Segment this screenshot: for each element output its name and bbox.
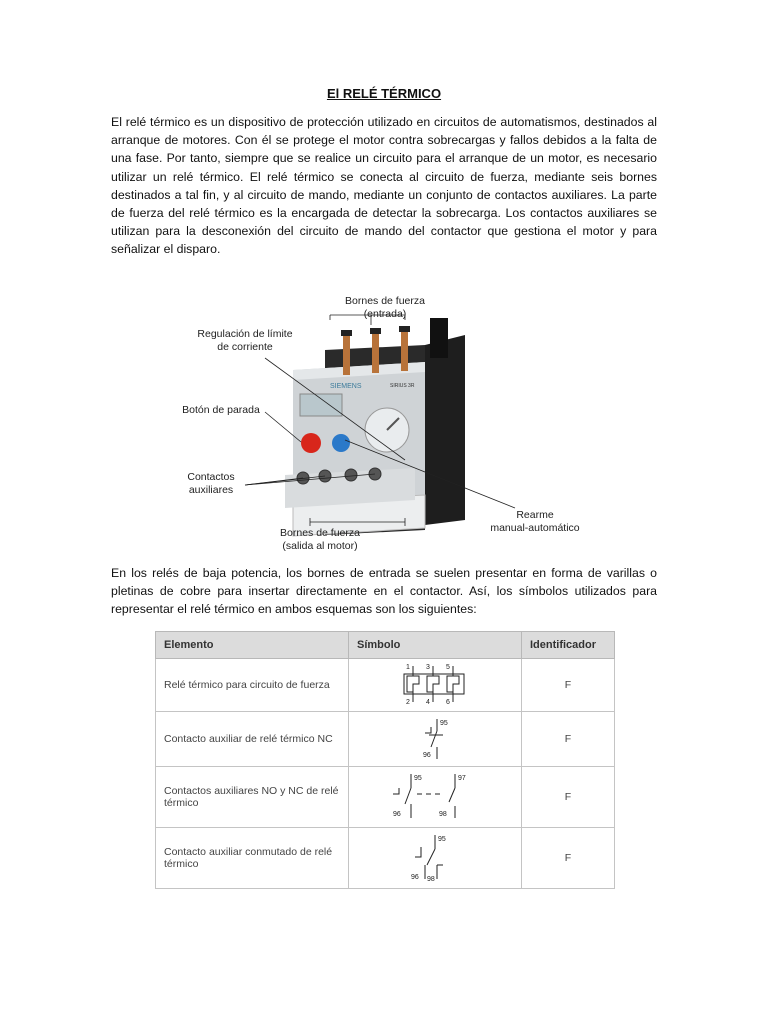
svg-text:98: 98 — [427, 875, 435, 883]
label-bornes-entrada: Bornes de fuerza (entrada) — [345, 295, 425, 320]
label-contactos: Contactos auxiliares — [187, 471, 235, 496]
svg-text:96: 96 — [411, 873, 419, 881]
page-title: El RELÉ TÉRMICO — [326, 86, 442, 101]
svg-text:97: 97 — [458, 774, 466, 782]
label-rearme: Rearme manual-automático — [490, 509, 580, 534]
cell-elemento: Relé térmico para circuito de fuerza — [156, 659, 349, 712]
cell-id: F — [522, 659, 615, 712]
table-row — [156, 828, 615, 889]
relay-figure — [175, 290, 595, 558]
cell-id: F — [522, 712, 615, 767]
label-boton-parada: Botón de parada — [182, 404, 260, 416]
cell-simbolo — [349, 828, 522, 889]
changeover-contact-symbol-icon — [385, 829, 485, 885]
intro-paragraph: El relé térmico es un dispositivo de protección utilizado en circuitos de automatismos, destinados al arranque de motores. Con él se protege el motor contra sobrecargas y fallos debidos a la falta de una fase. Por tanto, siempre que se realice un circuito para el arranque de un motor, es necesario utilizar un relé térmico. El relé térmico se conecta al circuito de fuerza, mediante seis bornes destinados a tal fin, y al circuito de mando, mediante un conjunto de contactos auxiliares. La parte de fuerza del relé térmico es la encargada de detectar la sobrecarga. Los contactos auxiliares se utilizan para la desconexión del circuito de mando del contactor que gestiona el motor y para señalizar el disparo. — [111, 115, 657, 257]
model-text: SIRIUS 3R — [390, 383, 415, 389]
symbols-intro-paragraph: En los relés de baja potencia, los bornes de entrada se suelen presentar en forma de varillas o pletinas de cobre para insertar directamente en el contactor. Así, los símbolos utilizados para representar el relé térmico en ambos esquemas son los siguientes: — [111, 566, 657, 617]
svg-text:95: 95 — [438, 835, 446, 843]
svg-text:96: 96 — [423, 751, 431, 759]
no-nc-contacts-symbol-icon — [375, 768, 495, 824]
cell-simbolo — [349, 659, 522, 712]
label-regulacion: Regulación de límite de corriente — [197, 328, 293, 353]
svg-text:2: 2 — [406, 698, 410, 706]
svg-text:3: 3 — [426, 663, 430, 671]
cell-elemento: Contactos auxiliares NO y NC de relé térmico — [156, 767, 349, 828]
svg-text:1: 1 — [406, 663, 410, 671]
label-bornes-salida: Bornes de fuerza (salida al motor) — [280, 527, 360, 552]
cell-elemento: Contacto auxiliar conmutado de relé térmico — [156, 828, 349, 889]
symbols-table — [155, 631, 615, 889]
cell-id: F — [522, 828, 615, 889]
svg-text:95: 95 — [414, 774, 422, 782]
reset-button-shape — [332, 434, 350, 452]
svg-text:4: 4 — [426, 698, 430, 706]
relay-power-symbol-icon — [385, 660, 485, 708]
header-elemento: Elemento — [156, 632, 349, 659]
table-row — [156, 712, 615, 767]
table-header-row — [156, 632, 615, 659]
nc-contact-symbol-icon — [385, 713, 485, 763]
svg-text:6: 6 — [446, 698, 450, 706]
svg-text:96: 96 — [393, 810, 401, 818]
copper-rod — [372, 328, 379, 373]
brand-text: SIEMENS — [330, 383, 362, 390]
copper-rod — [401, 326, 408, 371]
copper-rod — [343, 330, 350, 375]
table-row — [156, 659, 615, 712]
svg-text:98: 98 — [439, 810, 447, 818]
stop-button-shape — [301, 433, 321, 453]
header-simbolo: Símbolo — [349, 632, 522, 659]
cell-elemento: Contacto auxiliar de relé térmico NC — [156, 712, 349, 767]
svg-text:5: 5 — [446, 663, 450, 671]
table-row — [156, 767, 615, 828]
cell-id: F — [522, 767, 615, 828]
header-identificador: Identificador — [522, 632, 615, 659]
svg-text:95: 95 — [440, 719, 448, 727]
cell-simbolo — [349, 712, 522, 767]
cell-simbolo — [349, 767, 522, 828]
